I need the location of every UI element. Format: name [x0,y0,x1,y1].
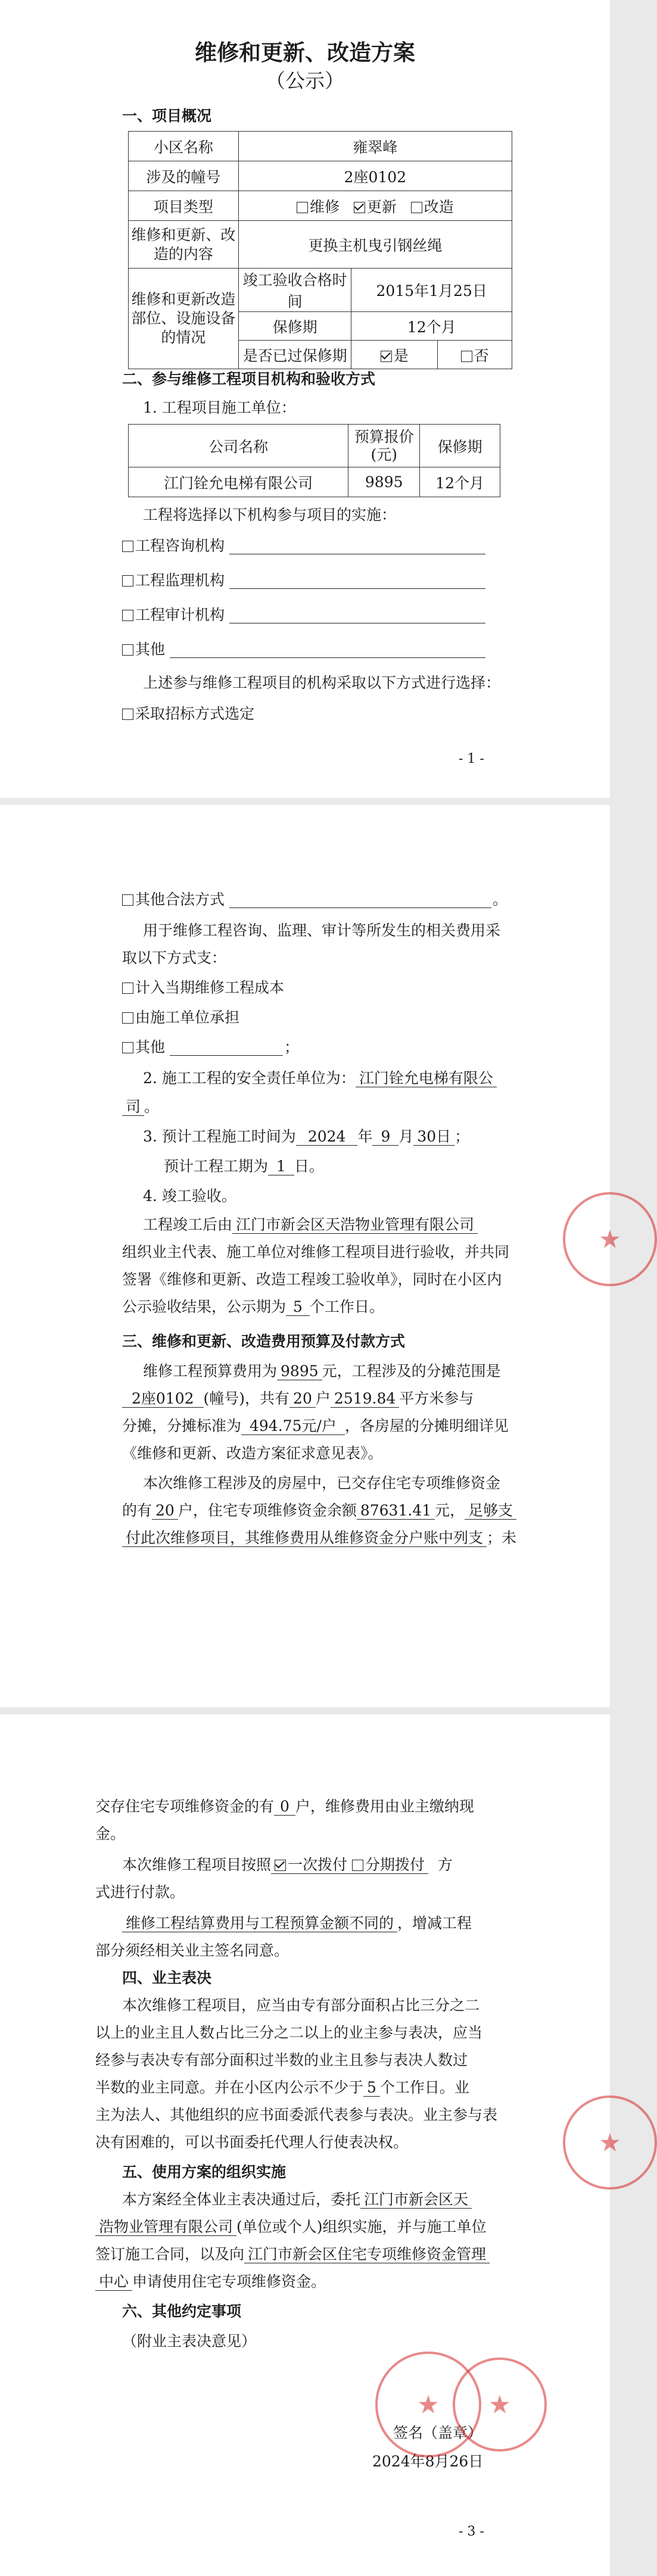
fee-text-line1: 用于维修工程咨询、监理、审计等所发生的相关费用采 [143,922,501,939]
fund-line2: 的有 20 户，住宅专项维修资金余额 87631.41 元， 足够支 [122,1501,516,1521]
expired-no-cell: 否 [438,341,512,369]
table-label: 维修和更新、改造的内容 [129,221,239,269]
difference-line1: 维修工程结算费用与工程预算金额不同的 ，增减工程 [122,1913,472,1933]
vote-publicity-days: 5 [363,2079,380,2097]
unpaid-line2: 金。 [95,1825,126,1842]
company-seal: ★ [375,2352,481,2458]
section-6-heading: 六、其他约定事项 [122,2303,242,2320]
checkbox-renovate[interactable] [411,202,422,213]
checkbox-other-org[interactable] [122,644,133,656]
company-seal-half: ★ [563,1192,657,1286]
acceptance-line1: 工程竣工后由 江门市新会区天浩物业管理有限公司 [143,1215,478,1235]
checkbox-fee-contractor[interactable] [122,1012,133,1024]
payment-line2: 式进行付款。 [95,1883,185,1901]
company-seal-2: ★ [453,2357,547,2452]
fund-line1: 本次维修工程涉及的房屋中，已交存住宅专项维修资金 [143,1474,501,1492]
item-4-label: 4. 竣工验收。 [143,1187,236,1205]
item-2-cont: 司 。 [122,1097,159,1117]
unpaid-households: 0 [274,1798,295,1816]
vote-line2: 以上的业主且人数占比三分之二以上的业主参与表决，应当 [95,2024,483,2041]
section-4-heading: 四、业主表决 [122,1969,212,1986]
payment-options: 一次拨付 分期拨付 [271,1856,428,1874]
start-month: 9 [372,1128,398,1146]
table-label: 小区名称 [129,132,239,161]
acceptance-date: 2015年1月25日 [351,269,512,312]
publicity-days: 5 [286,1298,310,1316]
expired-label: 是否已过保修期 [238,341,351,369]
expired-yes-cell: 是 [351,341,438,369]
fund-line3: 付此次维修项目，其维修费用从维修资金分户账中列支 ；未 [122,1528,516,1548]
page-3 [0,1714,621,2576]
safety-unit: 江门铨允电梯有限公 [356,1069,497,1087]
org-line1: 本方案经全体业主表决通过后，委托 江门市新会区天 [122,2190,472,2210]
signature-label: 签名（盖章） [393,2424,483,2441]
vote-line6: 决有困难的，可以书面委托代理人行使表决权。 [95,2134,409,2151]
vote-line1: 本次维修工程项目，应当由专有部分面积占比三分之二 [122,1997,480,2014]
checkbox-fee-other[interactable] [122,1042,133,1053]
contractor-table [128,424,500,497]
fee-option-2: 由施工单位承担 [122,1008,239,1028]
paid-households: 20 [152,1502,178,1520]
table-label: 涉及的幢号 [129,161,239,191]
company-name: 江门铨允电梯有限公司 [129,467,348,497]
org-other: 其他 [122,640,165,660]
entrusted-company: 江门市新会区天 [360,2191,472,2209]
checkbox-one-time-checked[interactable] [275,1860,286,1871]
blank-line [170,657,485,658]
page-2: 其他合法方式 。 用于维修工程咨询、监理、审计等所发生的相关费用采 取以下方式支： 计入当期维修工程成本 由施工单位承担 其他 ； 2. 施工工程的安全责任单位为： 江门铨允电梯有限公 司 。 3. 预计工程施工时间为 2024 年 9 月 30日 ； 预计工程工期为 1 日。 4. 竣工验收。 工程竣工后由 江门市新会区天浩物业管理有限公司 组织业主代表、施工单位对维修工程项目进行验收，并共同 签署《维修和更新、改造工程竣工验收单》，同时在小区内 公示验收结果，公示期为 5 个工作日。 三、维修和更新、改造费用预算及付款方式 维修工程预算费用为 9895 元，工程涉及的分摊范围是 2座0102 (幢号)，共有 20 户 2519.84 平方米参与 分摊，分摊标准为 494.75元/户 ，各房屋的分摊明细详见 《维修和更新、改造方案征求意见表》。 本次维修工程涉及的房屋中，已交存住宅专项维修资金 的有 20 户，住宅专项维修资金余额 87631.41 元， 足够支 付此次维修项目，其维修费用从维修资金分户账中列支 ；未 ★ [0,805,610,1707]
table-label: 维修和更新改造部位、设施设备的情况 [129,269,239,369]
document-subtitle: （公示） [266,69,344,92]
checkbox-no[interactable] [461,351,472,362]
checkbox-yes-checked[interactable] [381,351,392,362]
company-seal-half: ★ [563,2095,657,2190]
budget-value: 9895 [348,467,420,497]
building-number: 2座0102 [238,161,512,191]
section-2-heading: 二、参与维修工程项目机构和验收方式 [122,370,376,388]
budget-amount: 9895 [277,1362,322,1380]
repair-content: 更换主机曳引钢丝绳 [238,221,512,269]
blank-line [229,588,485,589]
share-area: 2519.84 [331,1390,399,1408]
acceptance-line4: 公示验收结果，公示期为 5 个工作日。 [122,1298,384,1315]
vote-line5: 主为法人、其他组织的应书面委派代表参与表决。业主参与表 [95,2106,498,2123]
warranty-period: 12个月 [420,467,500,497]
other-method-option: 其他合法方式 [122,890,225,910]
payment-line1: 本次维修工程项目按照 一次拨付 分期拨付 方 [122,1856,453,1873]
select-orgs-text: 工程将选择以下机构参与项目的实施： [143,506,397,523]
blank-line [229,907,491,908]
checkbox-other-method[interactable] [122,894,133,906]
share-standard: 494.75元/户 [241,1417,345,1435]
project-type-options: 维修 更新 改造 [238,191,512,221]
duration-value: 1 [268,1158,294,1175]
blank-line [170,1055,283,1056]
checkbox-tender[interactable] [122,709,133,720]
tender-option: 采取招标方式选定 [122,704,254,724]
acceptance-label: 竣工验收合格时间 [238,269,351,312]
duration-line: 预计工程工期为 1 日。 [164,1158,324,1175]
fee-option-3: 其他 [122,1037,165,1058]
checkbox-consulting[interactable] [122,541,133,552]
page-1 [0,0,610,798]
page-number: - 1 - [459,751,484,766]
signature-date: 2024年8月26日 [372,2453,484,2470]
vote-line4: 半数的业主同意。并在小区内公示不少于 5 个工作日。业 [95,2079,469,2096]
project-overview-table [128,131,512,369]
table-label: 项目类型 [129,191,239,221]
start-day: 30日 [413,1128,454,1146]
budget-line3: 分摊，分摊标准为 494.75元/户 ，各房屋的分摊明细详见 [122,1417,509,1434]
item-2-line: 2. 施工工程的安全责任单位为： 江门铨允电梯有限公 [143,1068,497,1089]
property-company: 江门市新会区天浩物业管理有限公司 [232,1216,478,1234]
start-year: 2024 [296,1128,358,1146]
checkbox-repair[interactable] [297,202,308,213]
checkbox-audit[interactable] [122,610,133,621]
page-number: - 3 - [459,2524,484,2539]
header-warranty: 保修期 [420,425,500,467]
checkbox-update-checked[interactable] [354,202,365,213]
section-1-heading: 一、项目概况 [122,107,212,124]
community-name: 雍翠峰 [238,132,512,161]
org-line2: 浩物业管理有限公司 (单位或个人)组织实施，并与施工单位 [95,2217,487,2237]
org-audit: 工程审计机构 [122,605,225,625]
checkbox-fee-cost[interactable] [122,983,133,994]
org-line4: 中心 申请使用住宅专项维修资金。 [95,2272,326,2292]
fund-balance: 87631.41 [357,1502,435,1520]
budget-line2: 2座0102 (幢号)，共有 20 户 2519.84 平方米参与 [122,1389,474,1409]
item-3-line: 3. 预计工程施工时间为 2024 年 9 月 30日 ； [143,1128,470,1145]
warranty-value: 12个月 [351,312,512,341]
acceptance-line3: 签署《维修和更新、改造工程竣工验收单》，同时在小区内 [122,1271,502,1288]
fee-option-1: 计入当期维修工程成本 [122,978,284,998]
share-range: 2座0102 [122,1390,204,1408]
item-1-label: 1. 工程项目施工单位： [143,399,296,416]
budget-line4: 《维修和更新、改造方案征求意见表》。 [122,1445,383,1462]
header-budget: 预算报价(元) [348,425,420,467]
org-supervision: 工程监理机构 [122,570,225,591]
org-consulting: 工程咨询机构 [122,536,225,556]
select-method-text: 上述参与维修工程项目的机构采取以下方式进行选择： [143,674,501,691]
checkbox-installment[interactable] [352,1860,363,1871]
households-count: 20 [289,1390,316,1408]
vote-line3: 经参与表决专有部分面积过半数的业主且参与表决人数过 [95,2051,468,2069]
fee-text-line2: 取以下方式支： [122,949,227,966]
difference-line2: 部分须经相关业主签名同意。 [95,1942,289,1959]
fund-center: 江门市新会区住宅专项维修资金管理 [244,2246,490,2263]
section-5-heading: 五、使用方案的组织实施 [122,2163,287,2181]
warranty-label: 保修期 [238,312,351,341]
section-3-heading: 三、维修和更新、改造费用预算及付款方式 [122,1333,406,1350]
document-title: 维修和更新、改造方案 [195,39,415,66]
header-company: 公司名称 [129,425,348,467]
checkbox-supervision[interactable] [122,575,133,587]
budget-line1: 维修工程预算费用为 9895 元，工程涉及的分摊范围是 [143,1362,501,1380]
attachment-note: （附业主表决意见） [122,2332,257,2350]
org-line3: 签订施工合同，以及向 江门市新会区住宅专项维修资金管理 [95,2244,490,2265]
unpaid-line1: 交存住宅专项维修资金的有 0 户，维修费用由业主缴纳现 [95,1798,474,1815]
acceptance-line2: 组织业主代表、施工单位对维修工程项目进行验收，并共同 [122,1243,510,1261]
